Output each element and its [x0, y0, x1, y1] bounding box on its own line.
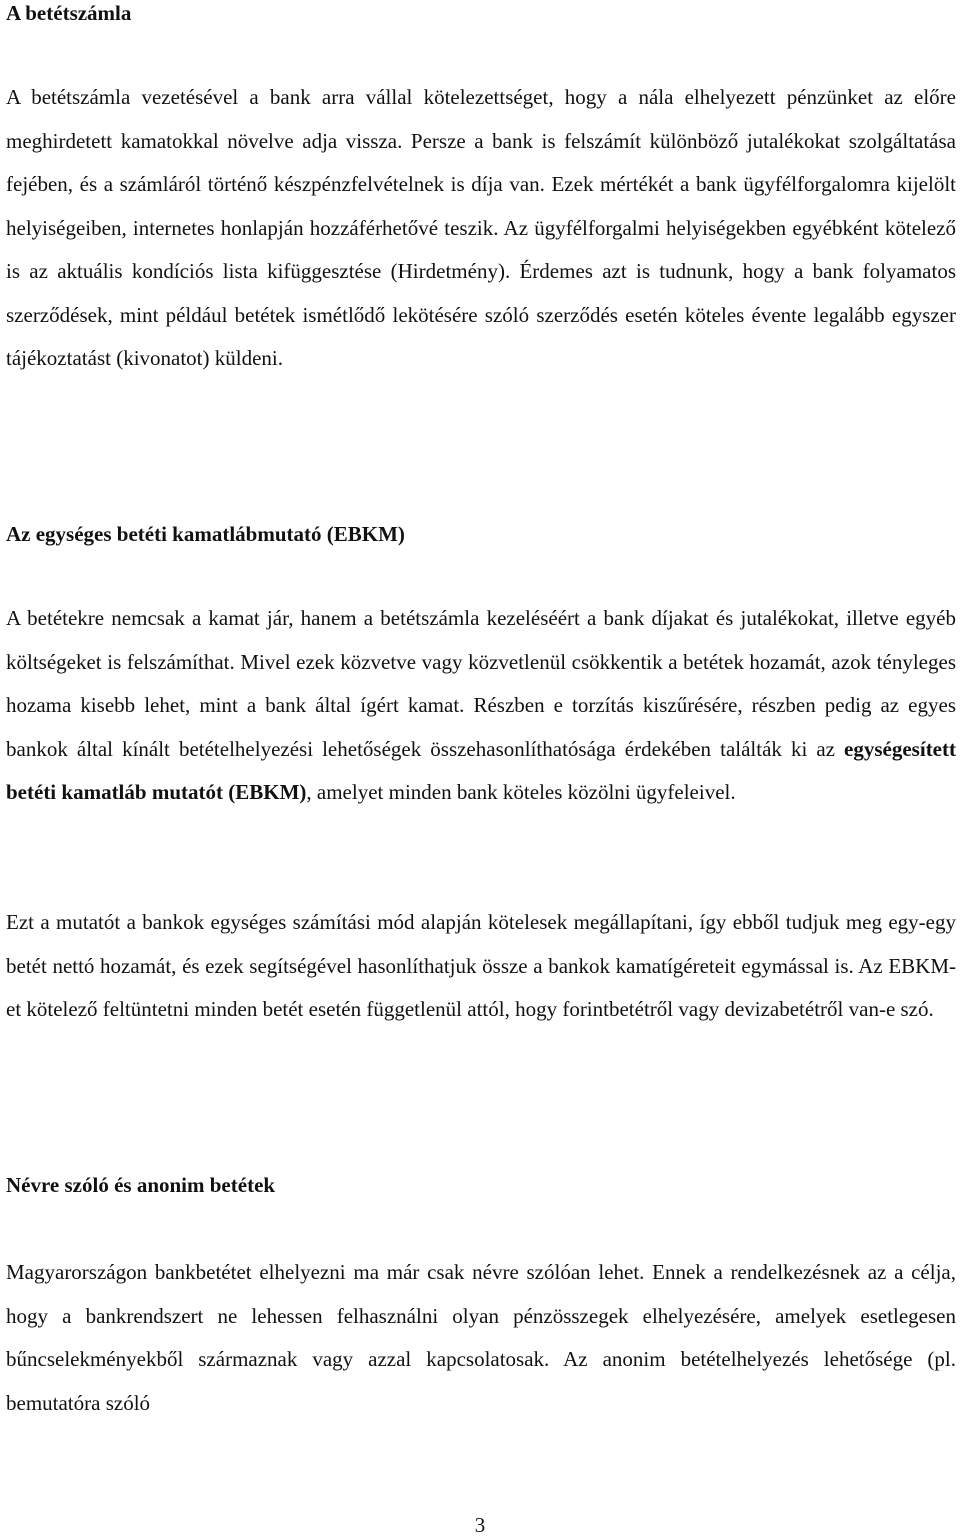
section-heading-ebkm: Az egységes betéti kamatlábmutató (EBKM)	[6, 522, 405, 546]
paragraph-ebkm-definition	[6, 597, 956, 815]
paragraph-nevre-szolo: Magyarországon bankbetétet elhelyezni ma már csak névre szólóan lehet. Ennek a rendelkezésnek az a célja, hogy a bankrendszert ne lehessen felhasználni olyan pénzösszegek elhelyezésére, amelyek esetlegesen bűncselekményekből származnak vagy azzal kapcsolatosak. Az anonim betételhelyezés lehetősége (pl. bemutatóra szóló	[6, 1260, 956, 1415]
paragraph-text-after-bold: , amelyet minden bank köteles közölni ügyfeleivel.	[306, 780, 736, 804]
ebkm-bold-term: egységesített betéti kamatláb mutatót (EBKM)	[6, 736, 956, 804]
paragraph-betetszamla: A betétszámla vezetésével a bank arra vállal kötelezettséget, hogy a nála elhelyezett pénzünket az előre meghirdetett kamatokkal növelve adja vissza. Persze a bank is felszámít különböző jutalékokat szolgáltatása fejében, és a számláról történő készpénzfelvételnek is díja van. Ezek mértékét a bank ügyfélforgalomra kijelölt helyiségeiben, internetes honlapján hozzáférhetővé teszik. Az ügyfélforgalmi helyiségekben egyébként kötelező is az aktuális kondíciós lista kifüggesztése (Hirdetmény). Érdemes azt is tudnunk, hogy a bank folyamatos szerződések, mint például betétek ismétlődő lekötésére szóló szerződés esetén köteles évente legalább egyszer tájékoztatást (kivonatot) küldeni.	[6, 85, 956, 370]
document-page	[6, 0, 954, 1537]
paragraph-text-before-bold: A betétekre nemcsak a kamat jár, hanem a betétszámla kezeléséért a bank díjakat és jutalékokat, illetve egyéb költségeket is felszámíthat. Mivel ezek közvetve vagy közvetlenül csökkentik a betétek hozamát, azok tényleges hozama kisebb lehet, mint a bank által ígért kamat. Részben e torzítás kiszűrésére, részben pedig az egyes bankok által kínált betételhelyezési lehetőségek összehasonlíthatósága érdekében találták ki az	[6, 606, 956, 761]
paragraph-ebkm-usage: Ezt a mutatót a bankok egységes számítási mód alapján kötelesek megállapítani, így ebből tudjuk meg egy-egy betét nettó hozamát, és ezek segítségével hasonlíthatjuk össze a bankok kamatígéreteit egymással is. Az EBKM-et kötelező feltüntetni minden betét esetén függetlenül attól, hogy forintbetétről vagy devizabetétről van-e szó.	[6, 910, 956, 1021]
page-number: 3	[474, 1513, 486, 1537]
section-heading-betetszamla: A betétszámla	[6, 1, 132, 25]
section-heading-nevre-szolo: Névre szóló és anonim betétek	[6, 1173, 276, 1197]
